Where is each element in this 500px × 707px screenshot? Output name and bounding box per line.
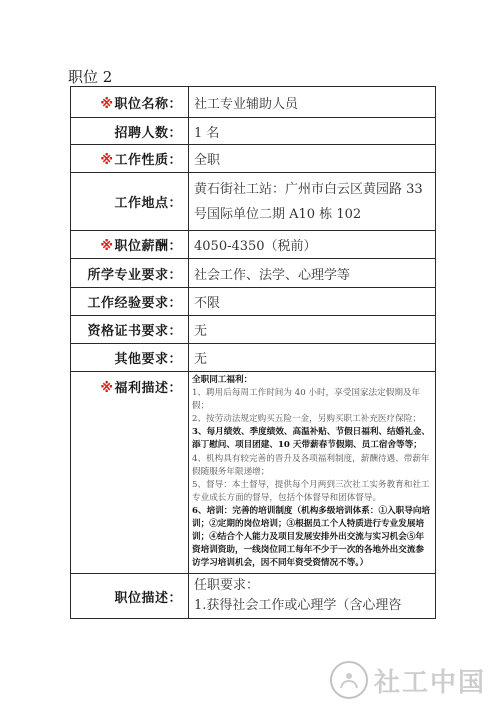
welfare-label: 福利描述： [114, 381, 182, 396]
watermark [330, 661, 486, 699]
description-label: 职位描述： [71, 574, 189, 619]
row-title [71, 87, 436, 118]
other-value: 无 [189, 344, 436, 372]
description-line: 1.获得社会工作或心理学（含心理咨 [194, 598, 402, 614]
seal-icon [330, 661, 368, 699]
nature-label-cell [71, 145, 189, 173]
welfare-item: 5、督导：本土督导，提供每个月两到三次社工实务教育和社工专业成长方面的督导，包括个体督导和团体督导。 [192, 479, 430, 503]
certificate-value: 无 [189, 316, 436, 344]
row-location [71, 173, 436, 231]
salary-label: 职位薪酬： [114, 239, 182, 254]
salary-value: 4050-4350（税前） [189, 231, 436, 259]
row-welfare [71, 372, 436, 574]
location-label: 工作地点： [71, 173, 189, 231]
major-value: 社会工作、法学、心理学等 [189, 259, 436, 288]
row-headcount [71, 118, 436, 145]
nature-value: 全职 [189, 145, 436, 173]
other-label: 其他要求： [71, 344, 189, 372]
title-label-cell [71, 87, 189, 118]
position-heading: 职位 2 [68, 68, 113, 86]
major-label: 所学专业要求： [71, 259, 189, 288]
row-salary [71, 231, 436, 259]
nature-label: 工作性质： [114, 153, 182, 168]
title-value: 社工专业辅助人员 [189, 87, 436, 118]
welfare-intro: 全职同工福利： [192, 375, 253, 385]
row-experience [71, 288, 436, 316]
watermark-text: 社工中国 [373, 667, 486, 698]
required-mark: ※ [100, 239, 114, 254]
row-nature [71, 145, 436, 173]
description-line: 任职要求： [194, 578, 260, 594]
experience-label: 工作经验要求： [71, 288, 189, 316]
description-value [189, 574, 436, 619]
required-mark: ※ [100, 96, 114, 112]
headcount-label: 招聘人数： [71, 118, 189, 145]
location-value: 黄石街社工站：广州市白云区黄园路 33 号国际单位二期 A10 栋 102 [189, 173, 436, 231]
row-other [71, 344, 436, 372]
welfare-value [189, 372, 436, 574]
welfare-item: 2、按劳动法规定购买五险一金，另购买职工补充医疗保险； [192, 414, 421, 425]
welfare-item: 1、聘用后每周工作时间为 40 小时，享受国家法定假期及年假； [192, 388, 421, 412]
headcount-value: 1 名 [189, 118, 436, 145]
row-description [71, 574, 436, 619]
experience-value: 不限 [189, 288, 436, 316]
row-major [71, 259, 436, 288]
title-label: 职位名称： [114, 96, 182, 112]
row-certificate [71, 316, 436, 344]
welfare-label-cell [71, 372, 189, 574]
welfare-item: 6、培训：完善的培训制度（机构多级培训体系：①入职导向培训；②定期的岗位培训；③根据员工个人特质进行专业发展培训；④结合个人能力及项目发展安排外出交流与实习机会⑤年资培训资助，一线岗位同工每年不少于一次的各地外出交流参访学习培训机会，因不同年资受资情况不等。） [192, 505, 431, 569]
welfare-item: 3、每月绩效、季度绩效、高温补贴、节假日福利、结婚礼金、添丁慰问、项目团建、10 天带薪春节假期、员工宿舍等等； [192, 427, 431, 451]
salary-label-cell [71, 231, 189, 259]
welfare-item: 4、机构具有较完善的晋升及各项福利制度，薪酬待遇、带薪年假随服务年限递增； [192, 453, 430, 477]
required-mark: ※ [100, 381, 114, 396]
required-mark: ※ [100, 153, 114, 168]
certificate-label: 资格证书要求： [71, 316, 189, 344]
job-table [70, 86, 436, 619]
